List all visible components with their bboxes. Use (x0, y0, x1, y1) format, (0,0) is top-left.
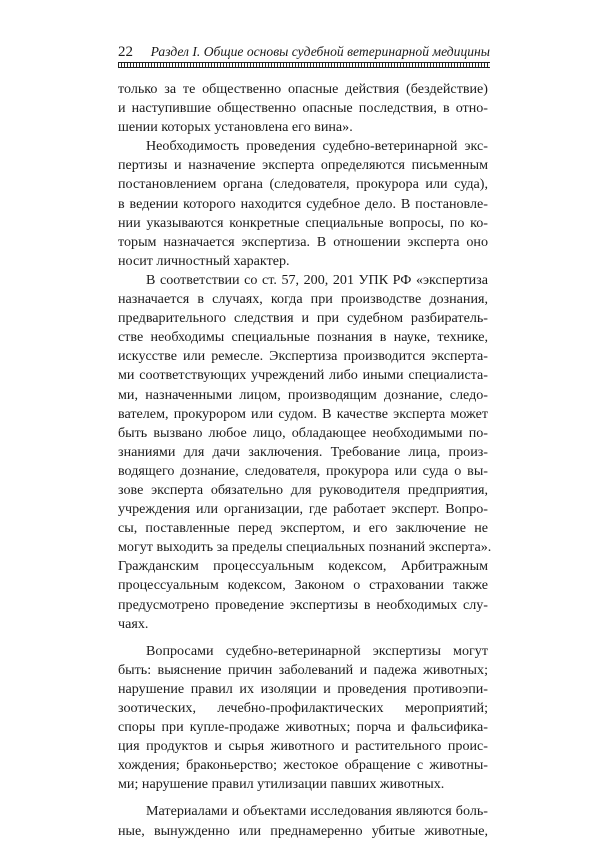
running-title: Раздел I. Общие основы судебной ветеринарной медицины (150, 44, 490, 59)
text-line: шении которых установлена его вина». (118, 119, 353, 136)
text-line: предварительного следствия и при судебном разбиратель- (118, 310, 488, 327)
text-line: хождения; браконьерство; жестокое обращение с животны- (118, 757, 488, 774)
text-line: ция продуктов и сырья животного и растительного проис- (118, 738, 488, 755)
text-line: В соответствии со ст. 57, 200, 201 УПК РФ «экспертиза (146, 271, 488, 288)
text-line: ми; нарушение правил утилизации павших животных. (118, 776, 445, 793)
text-line: Вопросами судебно-ветеринарной экспертизы могут (146, 642, 488, 659)
header-rule (118, 62, 490, 68)
text-line: Гражданским процессуальным кодексом, Арбитражным (118, 558, 488, 575)
text-line: в ведении которого находится судебное дело. В постановле- (118, 195, 488, 212)
text-line: быть вызвано любое лицо, обладающее необходимыми по- (118, 424, 488, 441)
text-line: носит личностный характер. (118, 252, 290, 269)
text-line: вателем, прокурором или судом. В качестве эксперта может (118, 405, 488, 422)
text-line: Материалами и объектами исследования являются боль- (146, 803, 488, 820)
text-line: водящего дознание, следователя, прокурора или суда о вы- (118, 462, 488, 479)
text-line: ми, назначенными лицом, производящим дознание, следо- (118, 386, 488, 403)
text-line: зове эксперта обязательно для руководителя предприятия, (118, 481, 488, 498)
text-line: учреждения или организации, где работает эксперт. Вопро- (118, 501, 488, 518)
text-line: процессуальным кодексом, Законом о страховании также (118, 577, 488, 594)
text-line: ные, вынужденно или преднамеренно убитые животные, (118, 822, 488, 839)
text-line: знаниями для дачи заключения. Требование лица, произ- (118, 443, 488, 460)
text-line: постановлением органа (следователя, прокурора или суда), (118, 176, 488, 193)
text-line: предусмотрено проведение экспертизы в необходимых слу- (118, 596, 488, 613)
text-line: назначается в случаях, когда при производстве дознания, (118, 291, 488, 308)
text-line: ми соответствующих учреждений либо иными специалиста- (118, 367, 488, 384)
page-number: 22 (118, 44, 133, 60)
text-line: и наступившие общественно опасные последствия, в отно- (118, 100, 488, 117)
text-line: сы, поставленные перед экспертом, и его заключение не (118, 520, 488, 537)
paragraph (118, 137, 488, 271)
text-line: быть: выяснение причин заболеваний и падежа животных; (118, 661, 488, 678)
text-line: только за те общественно опасные действия (бездействие) (118, 81, 488, 97)
text-line: торым назначается экспертиза. В отношении эксперта оно (118, 233, 488, 250)
text-line: могут выходить за пределы специальных познаний эксперта». (118, 539, 492, 556)
text-line: искусстве или ремесле. Экспертиза производится эксперта- (118, 348, 488, 365)
text-line: стве необходимы специальные познания в науке, технике, (118, 329, 488, 346)
text-line: Необходимость проведения судебно-ветеринарной экс- (146, 138, 488, 155)
body-text (118, 80, 492, 841)
page-header (118, 44, 490, 62)
text-line: зоотических, лечебно-профилактических мероприятий; (118, 700, 488, 716)
paragraph (118, 642, 488, 795)
text-line: нии указываются конкретные специальные вопросы, по ко- (118, 214, 488, 231)
paragraph (118, 80, 488, 137)
paragraph (118, 802, 488, 840)
text-line: чаях. (118, 615, 149, 632)
text-line: нарушение правил их изоляции и проведения противоэпи- (118, 680, 488, 697)
text-line: споры при купле-продаже животных; порча и фальсифика- (118, 719, 488, 736)
text-line: пертизы и назначение эксперта определяются письменным (118, 157, 488, 174)
paragraph (118, 271, 492, 634)
